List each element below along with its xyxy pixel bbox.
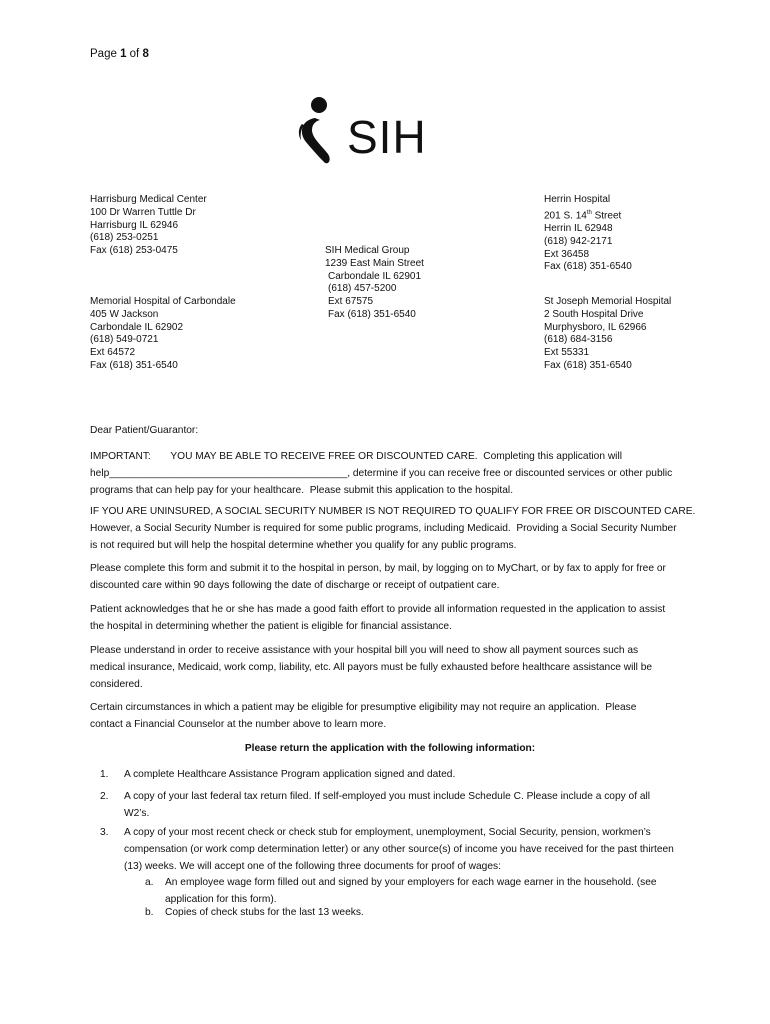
address-line: (618) 253-0251: [90, 232, 159, 244]
page-label-prefix: Page: [90, 48, 121, 60]
address-line: Carbondale IL 62902: [90, 321, 184, 333]
list-line: Copies of check stubs for the last 13 weeks.: [165, 907, 364, 918]
address-line: (618) 457-5200: [328, 283, 397, 295]
ordinal-suffix: th: [586, 209, 592, 216]
sub-list-letter: b.: [145, 907, 154, 918]
address-line: Fax (618) 351-6540: [544, 359, 632, 371]
address-line: Ext 67575: [328, 296, 374, 308]
paragraph-line: medical insurance, Medicaid, work comp, liability, etc. All payors must be fully exhausted before healthcare assistance will be: [90, 662, 653, 673]
list-line: compensation (or work comp determination letter) or any other source(s) of income you have received for the past thirteen: [124, 844, 674, 855]
address-line: Fax (618) 351-6540: [90, 359, 178, 371]
address-line: (618) 549-0721: [90, 334, 159, 346]
address-line: 1239 East Main Street: [325, 257, 424, 269]
address-line: Fax (618) 253-0475: [90, 245, 178, 257]
list-line: A copy of your last federal tax return filed. If self-employed you must include Schedule C. Please include a copy of all: [124, 791, 651, 802]
list-line: application for this form).: [165, 894, 277, 905]
address-line: St Joseph Memorial Hospital: [544, 296, 672, 307]
paragraph-line: help__________________________________________, determine if you can receive free or discounted services or other public: [90, 468, 673, 479]
address-line: 405 W Jackson: [90, 308, 159, 320]
sih-logo-text: SIH: [347, 111, 427, 163]
paragraph-line: Patient acknowledges that he or she has made a good faith effort to provide all information requested in the application to assist: [90, 604, 666, 615]
list-text: [124, 824, 699, 875]
paragraph-line: However, a Social Security Number is required for some public programs, including Medicaid. Providing a Social Security Number: [90, 523, 677, 534]
list-line: An employee wage form filled out and signed by your employers for each wage earner in the household. (see: [165, 877, 657, 888]
address-memorial: [90, 296, 236, 373]
presumptive-paragraph: [90, 699, 690, 733]
address-harrisburg: [90, 194, 207, 258]
list-item: [90, 824, 695, 876]
address-st-joseph: [544, 296, 671, 373]
salutation: Dear Patient/Guarantor:: [90, 425, 199, 436]
page-label-mid: of: [126, 48, 143, 60]
address-line: Harrisburg Medical Center: [90, 194, 207, 205]
list-number: 3.: [100, 827, 109, 838]
page-total: 8: [142, 48, 149, 60]
page-current: 1: [120, 48, 127, 60]
address-line: Memorial Hospital of Carbondale: [90, 296, 236, 307]
address-line: Harrisburg IL 62946: [90, 219, 179, 231]
address-medical-group: [325, 245, 424, 322]
address-line: Ext 64572: [90, 347, 136, 359]
address-herrin: [544, 194, 632, 274]
address-line: (618) 684-3156: [544, 334, 613, 346]
list-line: W2’s.: [124, 808, 150, 819]
understand-paragraph: [90, 642, 690, 693]
address-line: Herrin Hospital: [544, 194, 611, 205]
address-line: Murphysboro, IL 62966: [544, 321, 647, 333]
list-text: [124, 788, 699, 822]
address-line: Carbondale IL 62901: [328, 270, 422, 282]
submit-paragraph: [90, 560, 690, 594]
acknowledge-paragraph: [90, 601, 690, 635]
important-paragraph: [90, 448, 690, 499]
address-line: Ext 36458: [544, 248, 590, 260]
paragraph-line: IMPORTANT: YOU MAY BE ABLE TO RECEIVE FREE OR DISCOUNTED CARE. Completing this application will: [90, 451, 622, 462]
sub-list-text: [165, 904, 695, 921]
paragraph-line: discounted care within 90 days following the date of discharge or receipt of outpatient care.: [90, 580, 500, 591]
list-item: [90, 788, 695, 824]
street-number: 201 S. 14: [544, 210, 587, 222]
sub-list-item: [145, 904, 695, 922]
address-line: Ext 55331: [544, 347, 590, 359]
return-heading: Please return the application with the following information:: [244, 743, 536, 754]
paragraph-line: considered.: [90, 679, 143, 690]
paragraph-line: Please complete this form and submit it to the hospital in person, by mail, by logging on to MyChart, or by fax to apply for free or: [90, 563, 666, 574]
address-line: 2 South Hospital Drive: [544, 308, 644, 320]
paragraph-line: is not required but will help the hospital determine whether you qualify for any public programs.: [90, 540, 517, 551]
list-item: [90, 766, 695, 786]
uninsured-paragraph: [90, 503, 696, 554]
address-line: 100 Dr Warren Tuttle Dr: [90, 206, 196, 218]
sub-list-text: [165, 874, 695, 908]
sub-list-letter: a.: [145, 877, 154, 888]
list-number: 2.: [100, 791, 109, 802]
address-line: Fax (618) 351-6540: [328, 308, 416, 320]
paragraph-line: the hospital in determining whether the patient is eligible for financial assistance.: [90, 621, 452, 632]
address-line: Fax (618) 351-6540: [544, 261, 632, 273]
list-line: A complete Healthcare Assistance Program application signed and dated.: [124, 769, 456, 780]
address-line: [544, 207, 632, 223]
paragraph-line: Certain circumstances in which a patient may be eligible for presumptive eligibility may not require an application. Please: [90, 702, 637, 713]
list-line: (13) weeks. We will accept one of the following three documents for proof of wages:: [124, 861, 501, 872]
paragraph-line: IF YOU ARE UNINSURED, A SOCIAL SECURITY NUMBER IS NOT REQUIRED TO QUALIFY FOR FREE OR DISCOUNTED CARE.: [90, 506, 696, 517]
street-name: Street: [591, 210, 622, 222]
address-line: (618) 942-2171: [544, 235, 613, 247]
page-number: [90, 48, 149, 60]
list-text: [124, 766, 699, 783]
paragraph-line: contact a Financial Counselor at the number above to learn more.: [90, 719, 387, 730]
address-line: Herrin IL 62948: [544, 222, 613, 234]
paragraph-line: Please understand in order to receive assistance with your hospital bill you will need to show all payment sources such as: [90, 645, 639, 656]
list-line: A copy of your most recent check or check stub for employment, unemployment, Social Security, pension, workmen’s: [124, 827, 651, 838]
address-line: SIH Medical Group: [325, 245, 410, 256]
list-number: 1.: [100, 769, 109, 780]
paragraph-line: programs that can help pay for your healthcare. Please submit this application to the hospital.: [90, 485, 514, 496]
